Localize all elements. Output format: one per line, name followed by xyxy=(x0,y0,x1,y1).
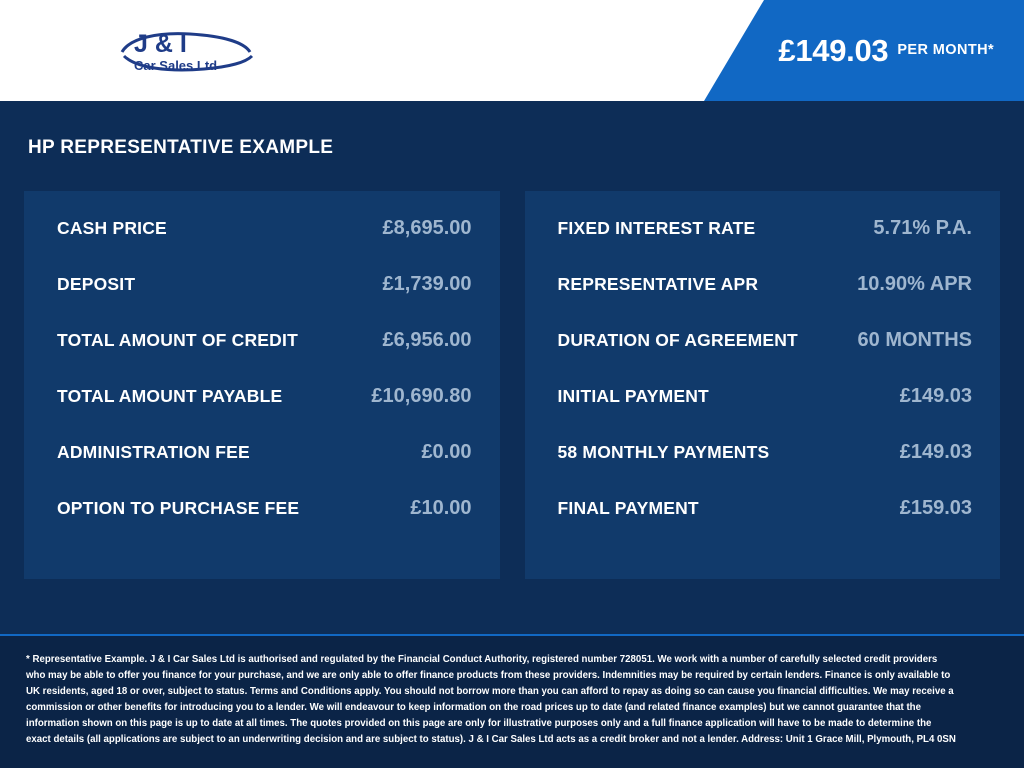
table-row xyxy=(558,441,973,497)
row-value: 5.71% P.A. xyxy=(873,217,972,239)
page-title: HP REPRESENTATIVE EXAMPLE xyxy=(28,137,334,158)
row-value: £10,690.80 xyxy=(371,385,472,407)
disclaimer-text: * Representative Example. J & I Car Sales Ltd is authorised and regulated by the Financial Conduct Authority, registered number 728051. We work with a number of carefully selected credit providers who may be able to offer you finance for your purchase, and we are only able to offer finance products from these providers. Indemnities may be required by certain lenders. Finance is only available to UK residents, aged 18 or over, subject to status. Terms and Conditions apply. You should not borrow more than you can afford to repay as doing so can cause you financial difficulties. We may receive a commission or other benefits for introducing you to a lender. We will endeavour to keep information on the road prices up to date (and related finance examples) but we cannot guarantee that the information shown on this page is up to date at all times. The quotes provided on this page are only for illustrative purposes only and a full finance application will have to be made to determine the exact details (all applications are subject to an underwriting decision and are subject to status). J & I Car Sales Ltd acts as a credit broker and not a lender. Address: Unit 1 Grace Mill, Plymouth, PL4 0SN xyxy=(26,654,956,745)
row-label: TOTAL AMOUNT OF CREDIT xyxy=(57,330,298,350)
company-logo xyxy=(118,26,303,81)
main-content xyxy=(0,101,1024,634)
row-value: £6,956.00 xyxy=(382,329,472,351)
logo-icon xyxy=(118,26,303,81)
row-value: £149.03 xyxy=(899,441,972,463)
row-value: 60 MONTHS xyxy=(857,329,972,351)
price-amount: £149.03 xyxy=(778,32,889,68)
table-row xyxy=(558,329,973,385)
row-label: ADMINISTRATION FEE xyxy=(57,442,250,462)
row-label: DURATION OF AGREEMENT xyxy=(557,330,798,350)
finance-panel-right xyxy=(525,191,1001,579)
row-label: INITIAL PAYMENT xyxy=(557,386,709,406)
table-row xyxy=(57,441,472,497)
table-row xyxy=(558,497,973,553)
svg-text:Car Sales Ltd: Car Sales Ltd xyxy=(134,58,218,73)
finance-panels xyxy=(24,191,1000,579)
row-label: REPRESENTATIVE APR xyxy=(557,274,759,294)
row-value: £10.00 xyxy=(410,497,472,519)
table-row xyxy=(57,385,472,441)
table-row xyxy=(558,217,973,273)
finance-panel-left xyxy=(24,191,500,579)
row-value: £0.00 xyxy=(421,441,472,463)
row-value: £159.03 xyxy=(899,497,972,519)
monthly-price xyxy=(778,0,994,101)
page-header xyxy=(0,0,1024,101)
table-row xyxy=(57,217,472,273)
row-label: FIXED INTEREST RATE xyxy=(557,218,756,238)
row-label: FINAL PAYMENT xyxy=(557,498,699,518)
footer-disclaimer xyxy=(0,634,1024,768)
table-row xyxy=(57,273,472,329)
row-label: 58 MONTHLY PAYMENTS xyxy=(557,442,770,462)
table-row xyxy=(558,385,973,441)
row-value: £8,695.00 xyxy=(382,217,472,239)
row-label: OPTION TO PURCHASE FEE xyxy=(57,498,300,518)
price-period: PER MONTH* xyxy=(897,41,994,58)
row-label: CASH PRICE xyxy=(57,218,167,238)
row-value: £149.03 xyxy=(899,385,972,407)
row-value: £1,739.00 xyxy=(382,273,472,295)
row-value: 10.90% APR xyxy=(857,273,972,295)
table-row xyxy=(57,497,472,553)
row-label: DEPOSIT xyxy=(57,274,136,294)
svg-text:J & I: J & I xyxy=(134,30,187,58)
table-row xyxy=(558,273,973,329)
row-label: TOTAL AMOUNT PAYABLE xyxy=(57,386,283,406)
table-row xyxy=(57,329,472,385)
